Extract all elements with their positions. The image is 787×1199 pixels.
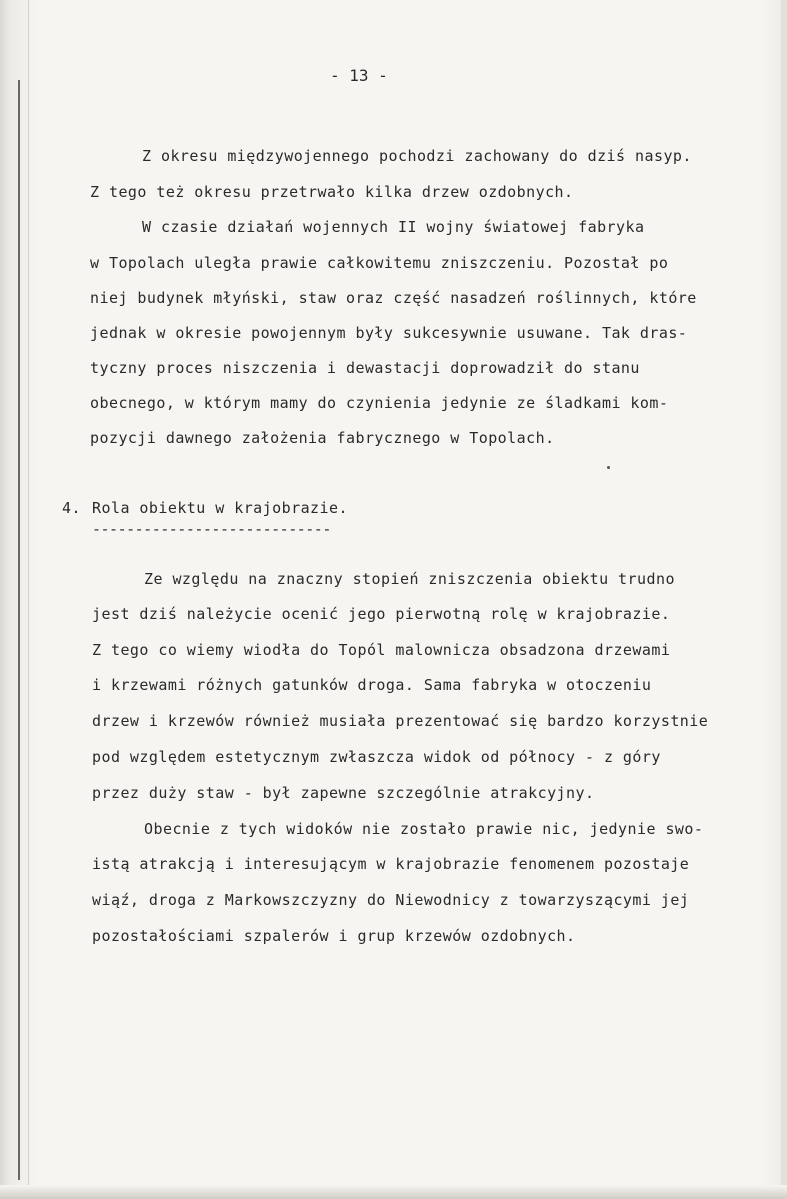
paragraph-3-line-2: istą atrakcją i interesującym w krajobrazie fenomenem pozostaje [92,855,690,873]
paragraph-1-line-6: jednak w okresie powojennym były sukcesywnie usuwane. Tak dras- [90,324,688,342]
paragraph-1-line-8: obecnego, w którym mamy do czynienia jedynie ze śladkami kom- [90,394,669,412]
paragraph-2-line-5: drzew i krzewów również musiała prezentować się bardzo korzystnie [92,712,709,730]
section-heading-underline: ---------------------------- [92,520,331,538]
paragraph-2-line-4: i krzewami różnych gatunków droga. Sama fabryka w otoczeniu [92,676,652,694]
binding-edge-line [18,80,20,1180]
paragraph-3-line-1: Obecnie z tych widoków nie zostało prawie nic, jedynie swo- [144,820,704,838]
section-heading [62,499,348,517]
paragraph-2-line-7: przez duży staw - był zapewne szczególnie atrakcyjny. [92,784,595,802]
binding-shadow [28,0,29,1199]
paragraph-2-line-6: pod względem estetycznym zwłaszcza widok od północy - z góry [92,748,661,766]
paragraph-1-line-1: Z okresu międzywojennego pochodzi zachowany do dziś nasyp. [142,147,692,165]
paragraph-1-line-2: Z tego też okresu przetrwało kilka drzew ozdobnych. [90,183,574,201]
paragraph-3-line-4: pozostałościami szpalerów i grup krzewów ozdobnych. [92,927,576,945]
page-bottom-edge [0,1185,787,1199]
paragraph-2-line-3: Z tego co wiemy wiodła do Topól malownicza obsadzona drzewami [92,641,671,659]
paragraph-3-line-3: wiąź, droga z Markowszczyzny do Niewodnicy z towarzyszącymi jej [92,891,690,909]
page-right-edge [781,0,787,1199]
paragraph-1-line-5: niej budynek młyński, staw oraz część nasadzeń roślinnych, które [90,289,697,307]
section-title: Rola obiektu w krajobrazie. [92,499,348,517]
section-number: 4. [62,499,81,517]
paragraph-2-line-1: Ze względu na znaczny stopień zniszczenia obiektu trudno [144,570,675,588]
stray-ink-dot [607,466,610,469]
paragraph-1-line-3: W czasie działań wojennych II wojny światowej fabryka [142,218,645,236]
page-number: - 13 - [330,66,388,85]
paragraph-1-line-7: tyczny proces niszczenia i dewastacji doprowadził do stanu [90,359,640,377]
paragraph-1-line-9: pozycji dawnego założenia fabrycznego w Topolach. [90,429,555,447]
paragraph-1-line-4: w Topolach uległa prawie całkowitemu zniszczeniu. Pozostał po [90,254,669,272]
paragraph-2-line-2: jest dziś należycie ocenić jego pierwotną rolę w krajobrazie. [92,605,671,623]
